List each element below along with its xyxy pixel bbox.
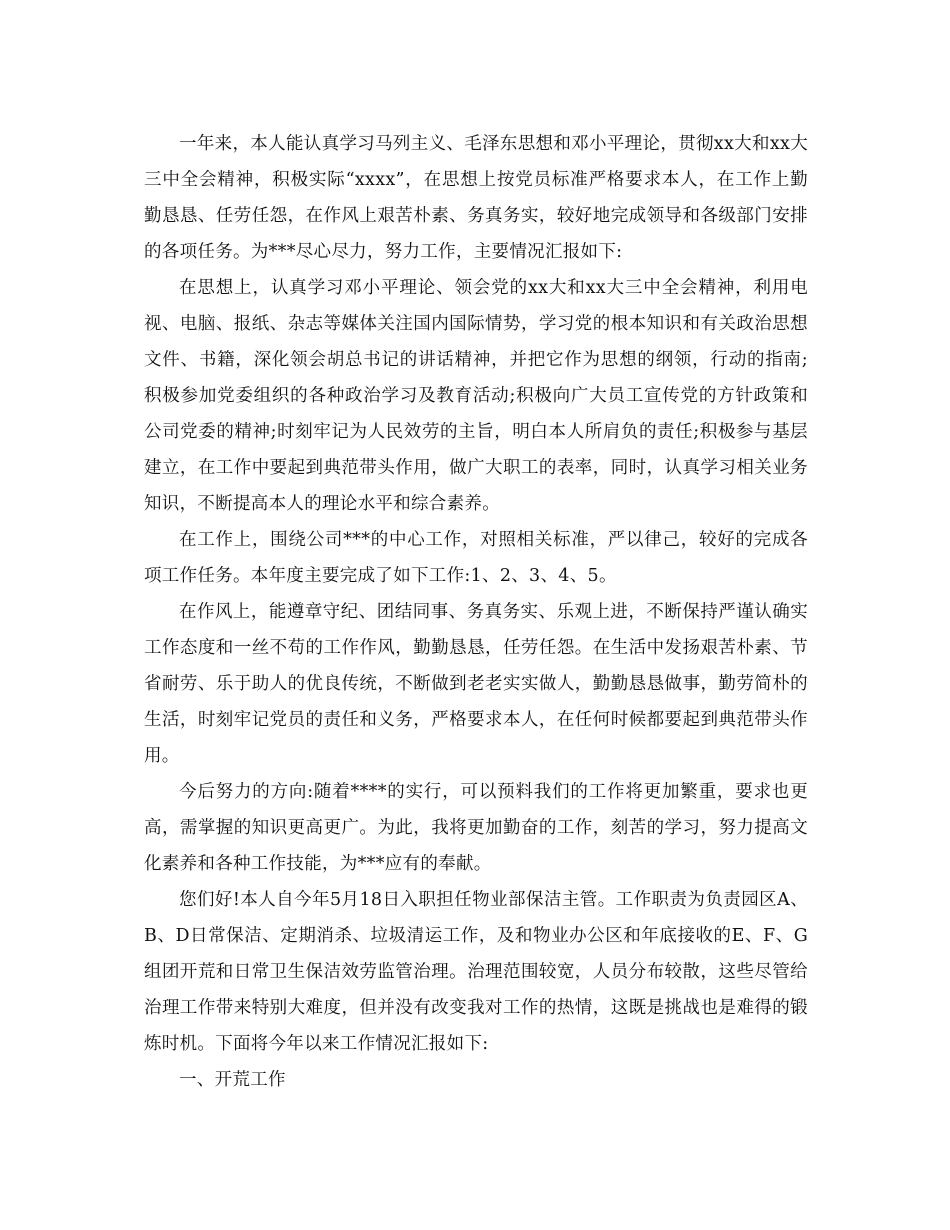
paragraph-work: 在工作上，围绕公司***的中心工作，对照相关标准，严以律己，较好的完成各项工作任务。本年度主要完成了如下工作:1、2、3、4、5。	[144, 530, 808, 586]
paragraph-cleaning-report: 您们好!本人自今年5月18日入职担任物业部保洁主管。工作职责为负责园区A、B、D日常保洁、定期消杀、垃圾清运工作，及和物业办公区和年底接收的E、F、G组团开荒和日常卫生保洁效劳监管治理。治理范围较宽，人员分布较散，这些尽管给治理工作带来特别大难度，但并没有改变我对工作的热情，这既是挑战也是难得的锻炼时机。下面将今年以来工作情况汇报如下:	[144, 890, 808, 1054]
paragraph-future-direction: 今后努力的方向:随着****的实行，可以预料我们的工作将更加繁重，要求也更高，需掌握的知识更高更广。为此，我将更加勤奋的工作，刻苦的学习，努力提高文化素养和各种工作技能，为***应有的奉献。	[144, 782, 808, 874]
paragraph-conduct: 在作风上，能遵章守纪、团结同事、务真务实、乐观上进，不断保持严谨认确实工作态度和一丝不苟的工作作风，勤勤恳恳，任劳任怨。在生活中发扬艰苦朴素、节省耐劳、乐于助人的优良传统，不断做到老老实实做人，勤勤恳恳做事，勤劳简朴的生活，时刻牢记党员的责任和义务，严格要求本人，在任何时候都要起到典范带头作用。	[144, 602, 808, 766]
paragraph-ideology: 在思想上，认真学习邓小平理论、领会党的xx大和xx大三中全会精神，利用电视、电脑、报纸、杂志等媒体关注国内国际情势，学习党的根本知识和有关政治思想文件、书籍，深化领会胡总书记的讲话精神，并把它作为思想的纲领，行动的指南;积极参加党委组织的各种政治学习及教育活动;积极向广大员工宣传党的方针政策和公司党委的精神;时刻牢记为人民效劳的主旨，明白本人所肩负的责任;积极参与基层建立，在工作中要起到典范带头作用，做广大职工的表率，同时，认真学习相关业务知识，不断提高本人的理论水平和综合素养。	[144, 278, 808, 514]
document-page	[144, 126, 808, 1098]
section-heading: 一、开荒工作	[179, 1070, 286, 1090]
paragraph-intro: 一年来，本人能认真学习马列主义、毛泽东思想和邓小平理论，贯彻xx大和xx大三中全会精神，积极实际“xxxx”，在思想上按党员标准严格要求本人，在工作上勤勤恳恳、任劳任怨，在作风上艰苦朴素、务真务实，较好地完成领导和各级部门安排的各项任务。为***尽心尽力，努力工作，主要情况汇报如下:	[144, 134, 808, 262]
